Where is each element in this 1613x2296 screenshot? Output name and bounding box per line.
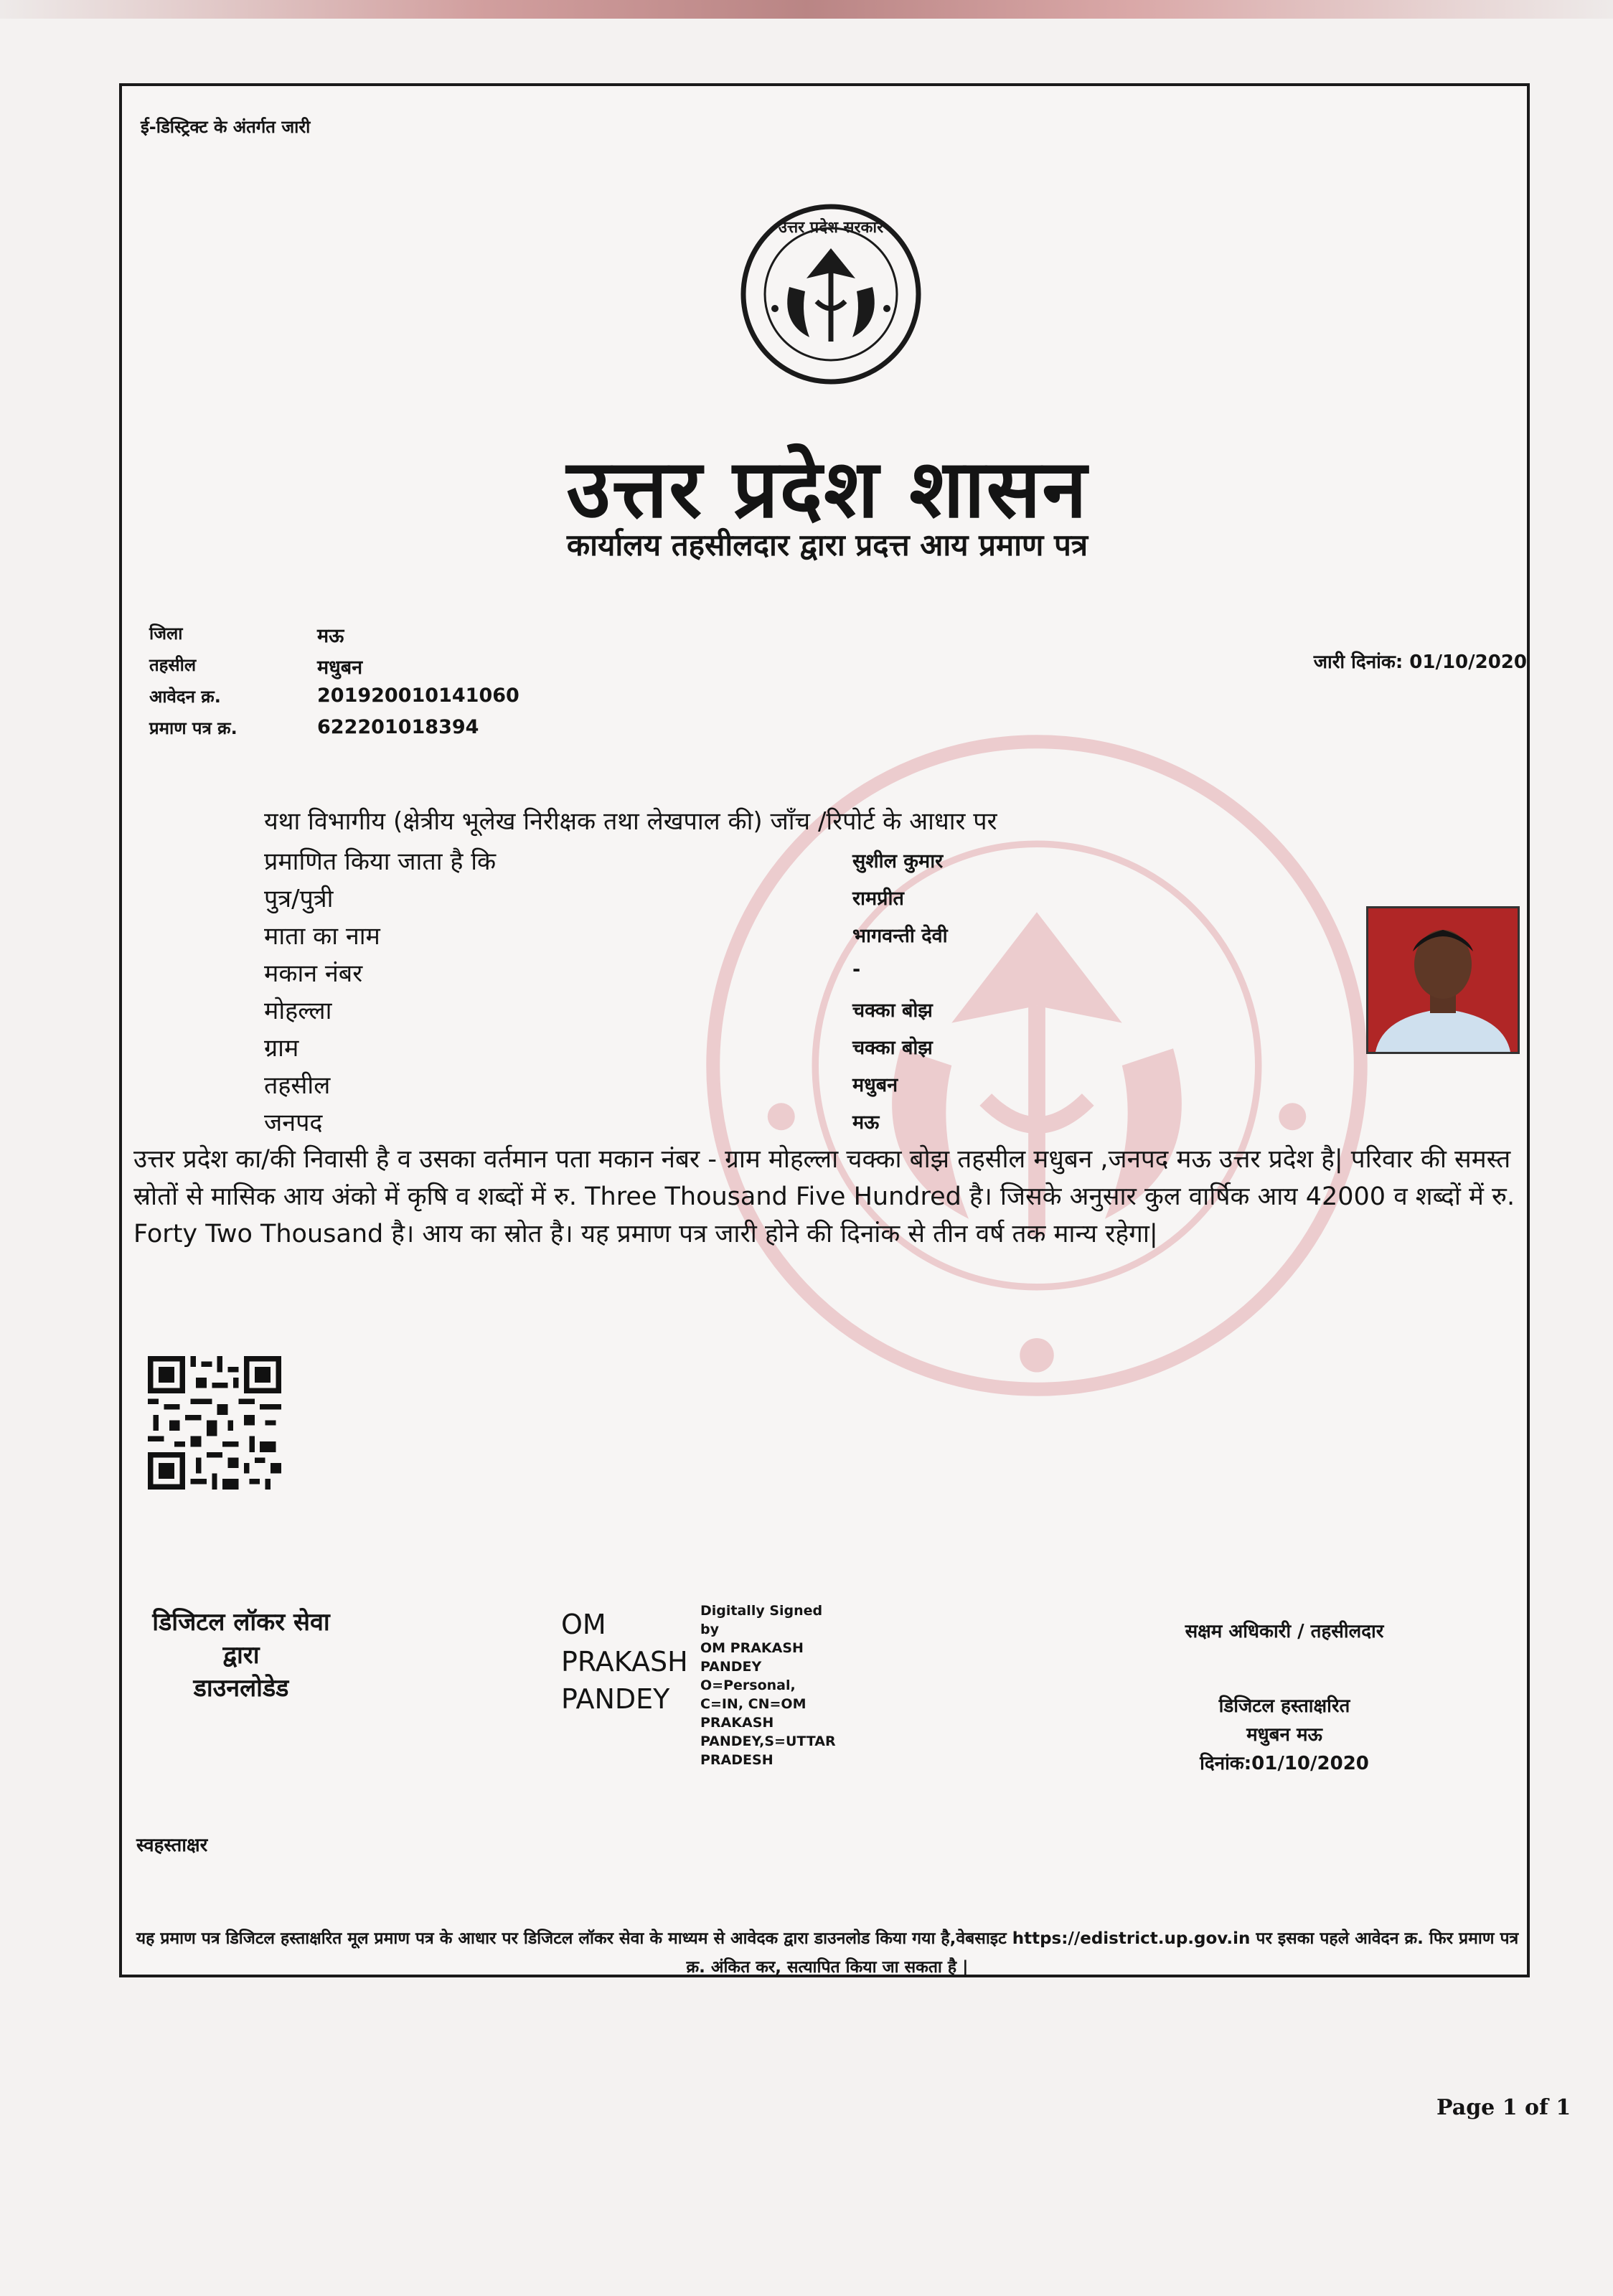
self-attestation-label: स्वहस्ताक्षर bbox=[136, 1835, 208, 1856]
signer-name-line-3: PANDEY bbox=[561, 1683, 670, 1715]
digital-locker-download-note bbox=[133, 1606, 349, 1705]
sig-detail-line: OM PRAKASH bbox=[700, 1640, 804, 1656]
field-label-house-no: मकान नंबर bbox=[264, 959, 363, 988]
certificate-body: उत्तर प्रदेश का/की निवासी है व उसका वर्तमान पता मकान नंबर - ग्राम मोहल्ला चक्का बोझ तहसील मधुबन ,जनपद मऊ उत्तर प्रदेश है| परिवार की समस्त स्रोतों से मासिक आय अंको में कृषि व शब्दों में रु. Three Thousand Five Hundred है। जिसके अनुसार कुल वार्षिक आय 42000 व शब्दों में रु. Forty Two Thousand है। आय का स्रोत है। यह प्रमाण पत्र जारी होने की दिनांक से तीन वर्ष तक मान्य रहेगा| bbox=[133, 1145, 1515, 1248]
meta-label-tehsil: तहसील bbox=[149, 655, 197, 675]
meta-value-district: मऊ bbox=[317, 625, 344, 647]
sig-detail-line: PRADESH bbox=[700, 1752, 773, 1768]
field-label-district: जनपद bbox=[264, 1109, 323, 1137]
certificate-subtitle: कार्यालय तहसीलदार द्वारा प्रदत्त आय प्रमाण पत्र bbox=[566, 527, 1088, 563]
field-value-district: मऊ bbox=[852, 1111, 880, 1134]
digitally-signed-block bbox=[1148, 1692, 1421, 1778]
field-value-village: चक्का बोझ bbox=[852, 1037, 933, 1059]
certificate-title: उत्तर प्रदेश शासन bbox=[566, 442, 1088, 536]
up-government-emblem-icon bbox=[738, 201, 924, 387]
qr-code-icon bbox=[148, 1356, 281, 1490]
income-certificate bbox=[119, 83, 1530, 1977]
field-value-mohalla: चक्का बोझ bbox=[852, 999, 933, 1022]
signer-name bbox=[561, 1606, 688, 1718]
digitally-signed-line-2: मधुबन मऊ bbox=[1246, 1724, 1322, 1746]
verification-footer-note: यह प्रमाण पत्र डिजिटल हस्ताक्षरित मूल प्रमाण पत्र के आधार पर डिजिटल लॉकर सेवा के माध्यम से आवेदक द्वारा डाउनलोड किया गया है,वेबसाइट https://edistrict.up.gov.in पर इसका पहले आवेदन क्र. फिर प्रमाण पत्र क्र. अंकित कर, सत्यापित किया जा सकता है | bbox=[136, 1929, 1519, 1977]
verification-statement: यथा विभागीय (क्षेत्रीय भूलेख निरीक्षक तथा लेखपाल की) जाँच /रिपोर्ट के आधार पर bbox=[264, 807, 997, 836]
signer-name-line-1: OM bbox=[561, 1609, 606, 1640]
dl-line-3: डाउनलोडेड bbox=[193, 1674, 289, 1703]
field-label-village: ग्राम bbox=[264, 1034, 299, 1063]
sig-detail-line: Digitally Signed bbox=[700, 1603, 823, 1619]
digitally-signed-line-3: दिनांक:01/10/2020 bbox=[1200, 1753, 1369, 1774]
sig-detail-line: PRAKASH bbox=[700, 1715, 774, 1731]
meta-value-application-no: 201920010141060 bbox=[317, 684, 519, 707]
field-label-parent: पुत्र/पुत्री bbox=[264, 885, 334, 913]
field-label-tehsil: तहसील bbox=[264, 1071, 331, 1100]
signer-name-line-2: PRAKASH bbox=[561, 1646, 688, 1678]
field-value-mother: भागवन्ती देवी bbox=[852, 925, 948, 947]
field-value-name: सुशील कुमार bbox=[852, 850, 944, 872]
emblem-text: उत्तर प्रदेश सरकार bbox=[778, 219, 884, 237]
sig-detail-line: PANDEY bbox=[700, 1659, 762, 1675]
sig-detail-line: O=Personal, bbox=[700, 1678, 796, 1693]
meta-label-certificate-no: प्रमाण पत्र क्र. bbox=[149, 718, 238, 738]
dl-line-1: डिजिटल लॉकर सेवा bbox=[152, 1608, 330, 1637]
page-number: Page 1 of 1 bbox=[1436, 2095, 1571, 2120]
field-value-house-no: - bbox=[852, 959, 861, 981]
field-label-mother: माता का नाम bbox=[264, 922, 380, 951]
digitally-signed-line-1: डिजिटल हस्ताक्षरित bbox=[1218, 1695, 1350, 1717]
meta-value-certificate-no: 622201018394 bbox=[317, 716, 479, 738]
meta-value-tehsil: मधुबन bbox=[317, 657, 363, 679]
field-value-parent: रामप्रीत bbox=[852, 888, 904, 910]
field-value-tehsil: मधुबन bbox=[852, 1074, 898, 1096]
applicant-photo bbox=[1366, 906, 1520, 1054]
field-label-mohalla: मोहल्ला bbox=[264, 997, 332, 1025]
sig-detail-line: PANDEY,S=UTTAR bbox=[700, 1733, 836, 1749]
sig-detail-line: by bbox=[700, 1622, 719, 1637]
issue-date: जारी दिनांक: 01/10/2020 bbox=[1313, 651, 1527, 673]
sig-detail-line: C=IN, CN=OM bbox=[700, 1696, 806, 1712]
dl-line-2: द्वारा bbox=[222, 1641, 260, 1670]
meta-label-application-no: आवेदन क्र. bbox=[149, 687, 221, 707]
issued-under-label: ई-डिस्ट्रिक्ट के अंतर्गत जारी bbox=[141, 117, 311, 137]
field-label-name: प्रमाणित किया जाता है कि bbox=[264, 847, 497, 876]
digital-signature-details bbox=[700, 1601, 851, 1769]
top-scan-strip bbox=[0, 0, 1613, 19]
meta-label-district: जिला bbox=[149, 624, 183, 644]
competent-authority: सक्षम अधिकारी / तहसीलदार bbox=[1185, 1621, 1384, 1642]
person-photo-icon bbox=[1368, 908, 1518, 1052]
